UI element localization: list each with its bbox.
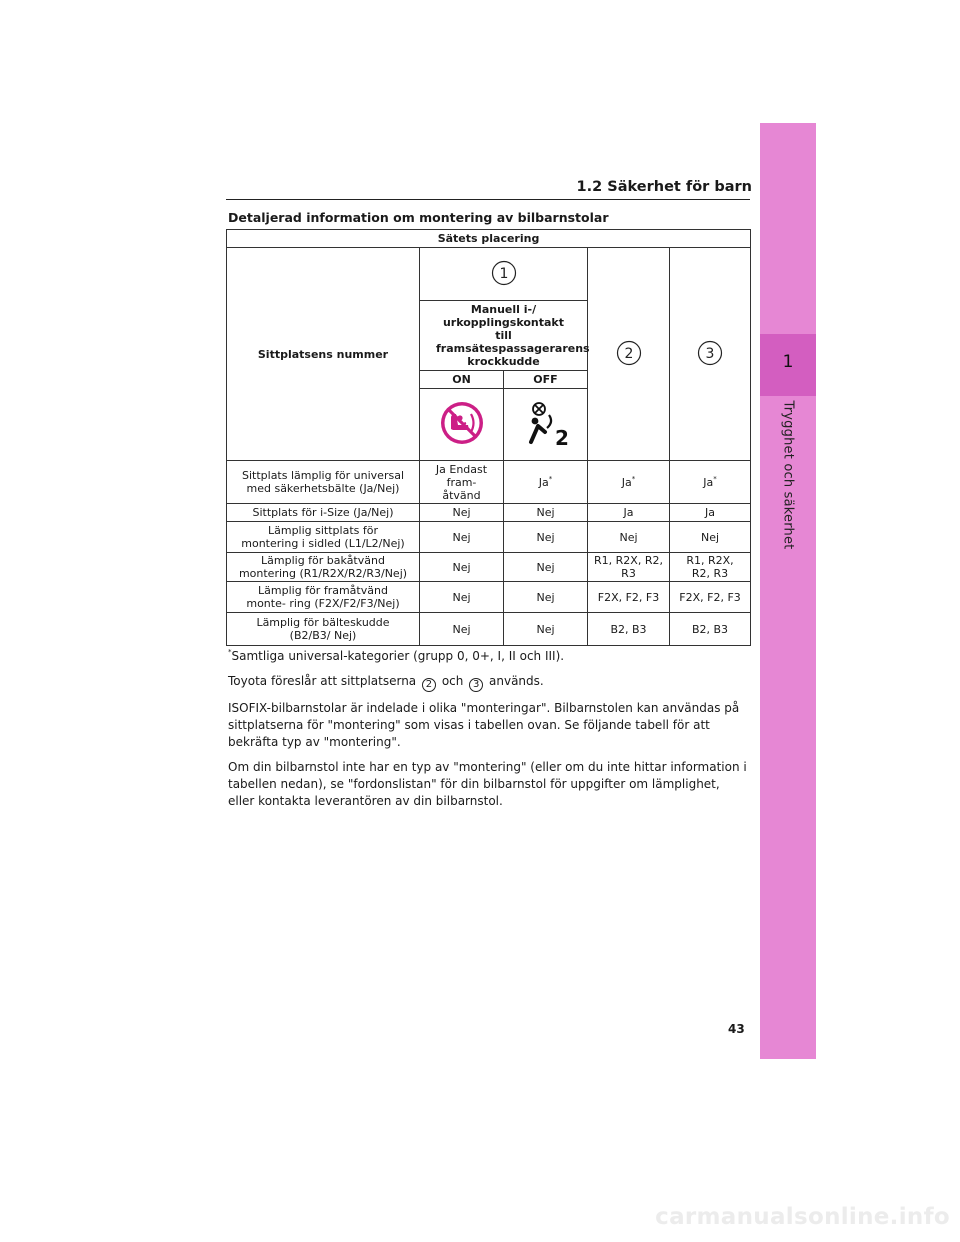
seat-3-icon [697,340,723,366]
cell-rearward-seat3: R1, R2X, R2, R3 [670,553,751,582]
seat-1-number: 1 [499,265,508,282]
seat-placement-table [226,229,751,646]
cell-universal-seat2: Ja* [588,461,670,504]
seat-3-circle-icon: 3 [469,678,483,692]
section-title: 1.2 Säkerhet för barn [576,179,752,195]
seat-3-cell [670,248,751,461]
airbag-off-symbol-icon [521,398,571,448]
cell-sideways-seat3: Nej [670,522,751,553]
cell-forward-on: Nej [420,582,504,613]
cell-forward-seat2: F2X, F2, F3 [588,582,670,613]
row-label-rearward: Lämplig för bakåtvänd montering (R1/R2X/R2/R3/Nej) [227,553,420,582]
cell-sideways-off: Nej [504,522,588,553]
seat-2-cell [588,248,670,461]
cell-sideways-seat2: Nej [588,522,670,553]
row-label-forward: Lämplig för framåtvänd monte- ring (F2X/F2/F3/Nej) [227,582,420,613]
row-label-booster: Lämplig för bälteskudde (B2/B3/ Nej) [227,613,420,646]
cell-forward-seat3: F2X, F2, F3 [670,582,751,613]
cell-booster-seat2: B2, B3 [588,613,670,646]
cell-rearward-seat2: R1, R2X, R2, R3 [588,553,670,582]
child-seat-airbag-prohibited-icon [420,389,504,461]
cell-sideways-on: Nej [420,522,504,553]
paragraph-vehicle-list: Om din bilbarnstol inte har en typ av "montering" (eller om du inte hittar information i tabellen nedan), se "fordonslistan" för din bilbarnstol för uppgifter om lämplighet, eller kontakta leverantören av din bilbarnstol. [228,760,747,808]
seat-2-circle-icon: 2 [422,678,436,692]
seat-2-icon [616,340,642,366]
seat-2-number: 2 [624,345,633,362]
row-label-sideways: Lämplig sittplats för montering i sidled (L1/L2/Nej) [227,522,420,553]
chapter-title: Trygghet och säkerhet [780,400,796,550]
cell-rearward-off: Nej [504,553,588,582]
airbag-off-icon [504,389,588,461]
cell-isize-off: Nej [504,504,588,522]
cell-booster-seat3: B2, B3 [670,613,751,646]
row-label-isize: Sittplats för i-Size (Ja/Nej) [227,504,420,522]
switch-off-header: OFF [504,371,588,389]
placement-header: Sätets placering [227,230,751,248]
seat-1-cell [420,248,588,301]
no-rear-facing-seat-icon [438,399,486,447]
cell-universal-on: Ja Endast fram- åtvänd [420,461,504,504]
seat-1-icon [491,260,517,286]
chapter-side-tab [760,123,816,1059]
cell-isize-seat3: Ja [670,504,751,522]
cell-isize-on: Nej [420,504,504,522]
seat-3-number: 3 [705,345,715,362]
notes-section [228,648,748,818]
page-number: 43 [728,1022,745,1036]
chapter-number: 1 [782,352,794,372]
watermark: carmanualsonline.info [655,1204,950,1230]
paragraph-isofix: ISOFIX-bilbarnstolar är indelade i olika "monteringar". Bilbarnstolen kan användas på sittplatserna för "montering" som visas i tabellen ovan. Se följande tabell för att bekräfta typ av "montering". [228,701,740,749]
cell-forward-off: Nej [504,582,588,613]
cell-booster-off: Nej [504,613,588,646]
cell-universal-off: Ja* [504,461,588,504]
airbag-icon-digit: 2 [554,426,569,448]
header-divider [226,199,750,200]
switch-on-header: ON [420,371,504,389]
section-heading: Detaljerad information om montering av bilbarnstolar [228,210,609,225]
recommendation: Toyota föreslår att sittplatserna 2 och 3 används. [228,674,544,690]
row-label-universal: Sittplats lämplig för universal med säkerhetsbälte (Ja/Nej) [227,461,420,504]
footnote: *Samtliga universal-kategorier (grupp 0, 0+, I, II och III). [228,648,565,663]
cell-booster-on: Nej [420,613,504,646]
cell-rearward-on: Nej [420,553,504,582]
cell-universal-seat3: Ja* [670,461,751,504]
seat-number-label: Sittplatsens nummer [227,248,420,461]
cell-isize-seat2: Ja [588,504,670,522]
airbag-switch-label: Manuell i-/ urkopplingskontakt till framsätespassagerarens krockkudde [420,301,588,371]
